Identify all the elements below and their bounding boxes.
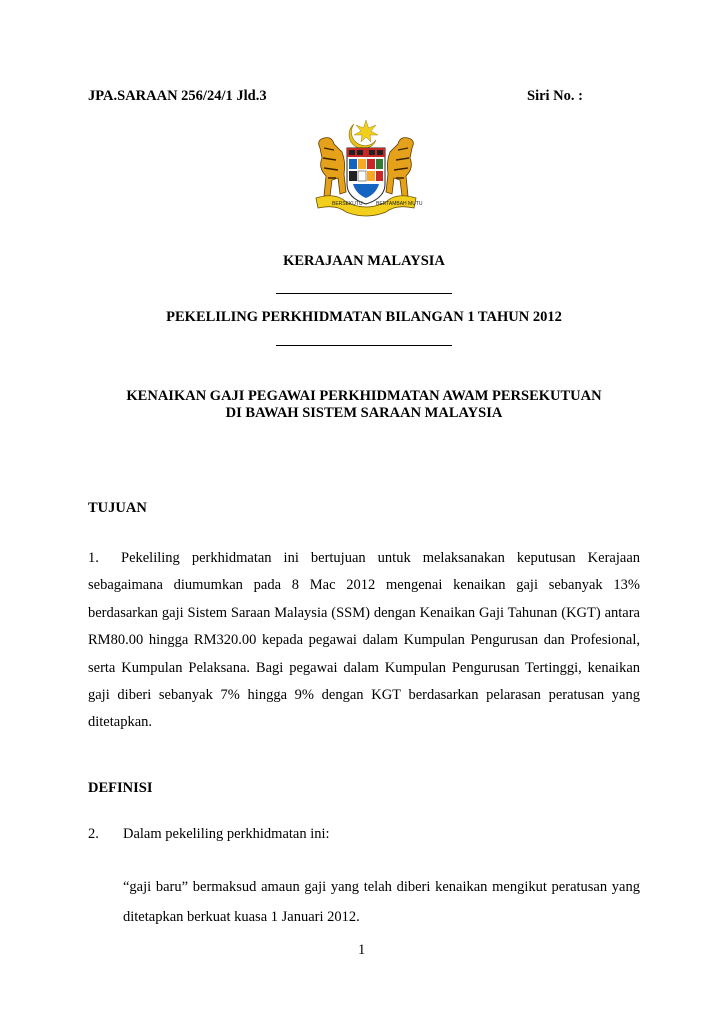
government-title: KERAJAAN MALAYSIA (283, 253, 445, 269)
subject-line-1: KENAIKAN GAJI PEGAWAI PERKHIDMATAN AWAM PERSEKUTUAN (126, 388, 602, 404)
title-divider-top (276, 293, 452, 294)
crest-motto-left: BERSEKUTU (332, 201, 363, 207)
crest-motto-right: BERTAMBAH MUTU (376, 201, 423, 207)
definition-text: “gaji baru” bermaksud amaun gaji yang telah diberi kenaikan mengikut peratusan yang ditetapkan berkuat kuasa 1 Januari 2012. (123, 879, 640, 925)
definition-intro: Dalam pekeliling perkhidmatan ini: (123, 826, 330, 842)
purpose-paragraph (88, 545, 640, 737)
definition-number: 2. (88, 826, 99, 842)
definition-heading: DEFINISI (88, 780, 153, 796)
subject-line-2: DI BAWAH SISTEM SARAAN MALAYSIA (225, 405, 503, 421)
coat-of-arms (306, 118, 426, 222)
serial-number-label: Siri No. : (527, 88, 583, 104)
malaysia-coat-of-arms-icon (306, 118, 426, 222)
circular-title: PEKELILING PERKHIDMATAN BILANGAN 1 TAHUN 2012 (166, 309, 562, 325)
reference-number: JPA.SARAAN 256/24/1 Jld.3 (88, 88, 267, 104)
page-number: 1 (358, 942, 366, 958)
purpose-heading: TUJUAN (88, 500, 147, 516)
purpose-number: 1. (88, 550, 99, 566)
title-divider-bottom (276, 345, 452, 346)
purpose-text: Pekeliling perkhidmatan ini bertujuan untuk melaksanakan keputusan Kerajaan sebagaimana diumumkan pada 8 Mac 2012 mengenai kenaikan gaji sebanyak 13% berdasarkan gaji Sistem Saraan Malaysia (SSM) dengan Kenaikan Gaji Tahunan (KGT) antara RM80.00 hingga RM320.00 kepada pegawai dalam Kumpulan Pengurusan dan Profesional, serta Kumpulan Pelaksana. Bagi pegawai dalam Kumpulan Pengurusan Tertinggi, kenaikan gaji diberi sebanyak 7% hingga 9% dengan KGT berdasarkan pelarasan peratusan yang ditetapkan. (88, 550, 640, 731)
